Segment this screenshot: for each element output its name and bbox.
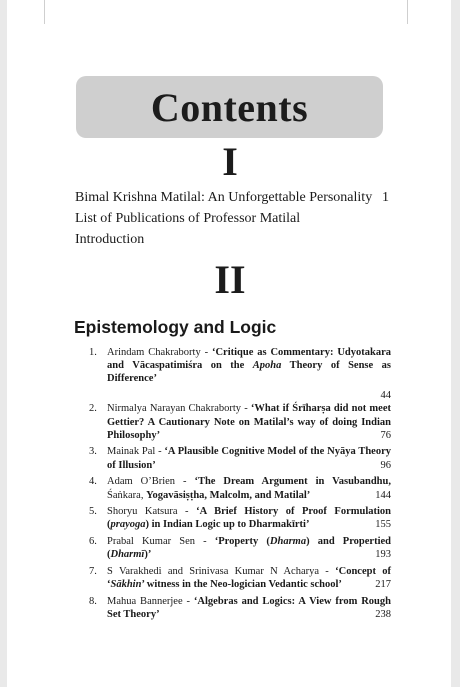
entry-title: ‘The Dream Argument in Vasubandhu,	[194, 476, 391, 488]
crop-mark-right	[407, 0, 408, 24]
entry-page: 193	[375, 549, 391, 561]
entry-number: 7.	[89, 566, 97, 578]
entry-author: Arindam Chakraborty -	[107, 347, 212, 358]
entry-title-cont: Yogavāsiṣṭha, Malcolm, and Matilal’	[146, 489, 311, 501]
entry-page: 44	[380, 390, 391, 402]
entry-page: 217	[375, 579, 391, 591]
entry-author: Mahua Bannerjee -	[107, 595, 194, 607]
part-numeral-1: I	[222, 139, 238, 184]
entry-number: 4.	[89, 476, 97, 488]
item-label: Bimal Krishna Matilal: An Unforgettable Personality	[75, 190, 373, 205]
entry-page: 155	[375, 519, 391, 531]
front-matter-list	[75, 187, 389, 250]
entry-number: 5.	[89, 506, 97, 518]
entry-title: ‘Critique as Commentary: Udyotakara and Vācaspatimiśra on the Apoha Theory of Sense as Difference’	[107, 347, 391, 385]
entry-number: 6.	[89, 536, 97, 548]
page-edge-left	[0, 0, 7, 687]
toc-entry[interactable]	[89, 402, 391, 442]
entry-title-tail: Śaṅkara,	[107, 489, 147, 501]
entry-title: ‘A Brief History of Proof Formulation (prayoga) in Indian Logic up to Dharmakīrti’	[107, 506, 391, 531]
section-heading: Epistemology and Logic	[74, 317, 277, 337]
entry-author: Nirmalya Narayan Chakraborty -	[107, 403, 251, 415]
item-label: Introduction	[75, 232, 145, 247]
entry-title: ‘Property (Dharma) and Propertied (Dharmī)’	[107, 536, 391, 561]
front-matter-item[interactable]	[75, 229, 389, 250]
toc-entry[interactable]	[89, 595, 391, 621]
item-label: List of Publications of Professor Matilal	[75, 211, 301, 226]
entry-author: Adam O’Brien -	[107, 476, 195, 488]
toc-entry[interactable]	[89, 445, 391, 471]
page-edge-right	[451, 0, 460, 687]
toc-entry[interactable]	[89, 565, 391, 591]
entry-author: Prabal Kumar Sen -	[107, 536, 215, 548]
entry-number: 8.	[89, 595, 97, 607]
entry-page: 238	[375, 609, 391, 621]
entry-page: 144	[375, 489, 391, 501]
front-matter-item[interactable]	[75, 187, 389, 208]
toc-entry[interactable]	[89, 475, 391, 501]
entry-number: 1.	[89, 347, 97, 358]
front-matter-item[interactable]	[75, 208, 389, 229]
contents-banner	[76, 76, 383, 138]
entry-number: 3.	[89, 446, 97, 458]
toc-entry[interactable]	[89, 505, 391, 531]
entry-author: Shoryu Katsura -	[107, 506, 197, 518]
part-numeral-2: II	[214, 257, 246, 302]
entry-author: Mainak Pal -	[107, 446, 165, 458]
item-page: 1	[382, 190, 389, 205]
entry-title: ‘A Plausible Cognitive Model of the Nyāya Theory of Illusion’	[107, 446, 391, 471]
toc-entries	[89, 346, 391, 625]
crop-mark-left	[44, 0, 45, 24]
entry-page: 76	[380, 429, 391, 441]
entry-page: 96	[380, 459, 391, 471]
toc-entry[interactable]	[89, 346, 391, 402]
page-title: Contents	[150, 84, 309, 130]
entry-title: ‘Algebras and Logics: A View from Rough Set Theory’	[107, 595, 391, 621]
entry-title: ‘Concept of ‘Sākhin’ witness in the Neo-logician Vedantic school’	[107, 566, 392, 591]
entry-number: 2.	[89, 403, 97, 415]
entry-author: S Varakhedi and Srinivasa Kumar N Acharya -	[107, 566, 336, 578]
entry-title: ‘What if Śrīharṣa did not meet Gettier? A Cautionary Note on Matilal’s way of doing Indian Philosophy’	[107, 403, 391, 441]
toc-entry[interactable]	[89, 535, 391, 561]
